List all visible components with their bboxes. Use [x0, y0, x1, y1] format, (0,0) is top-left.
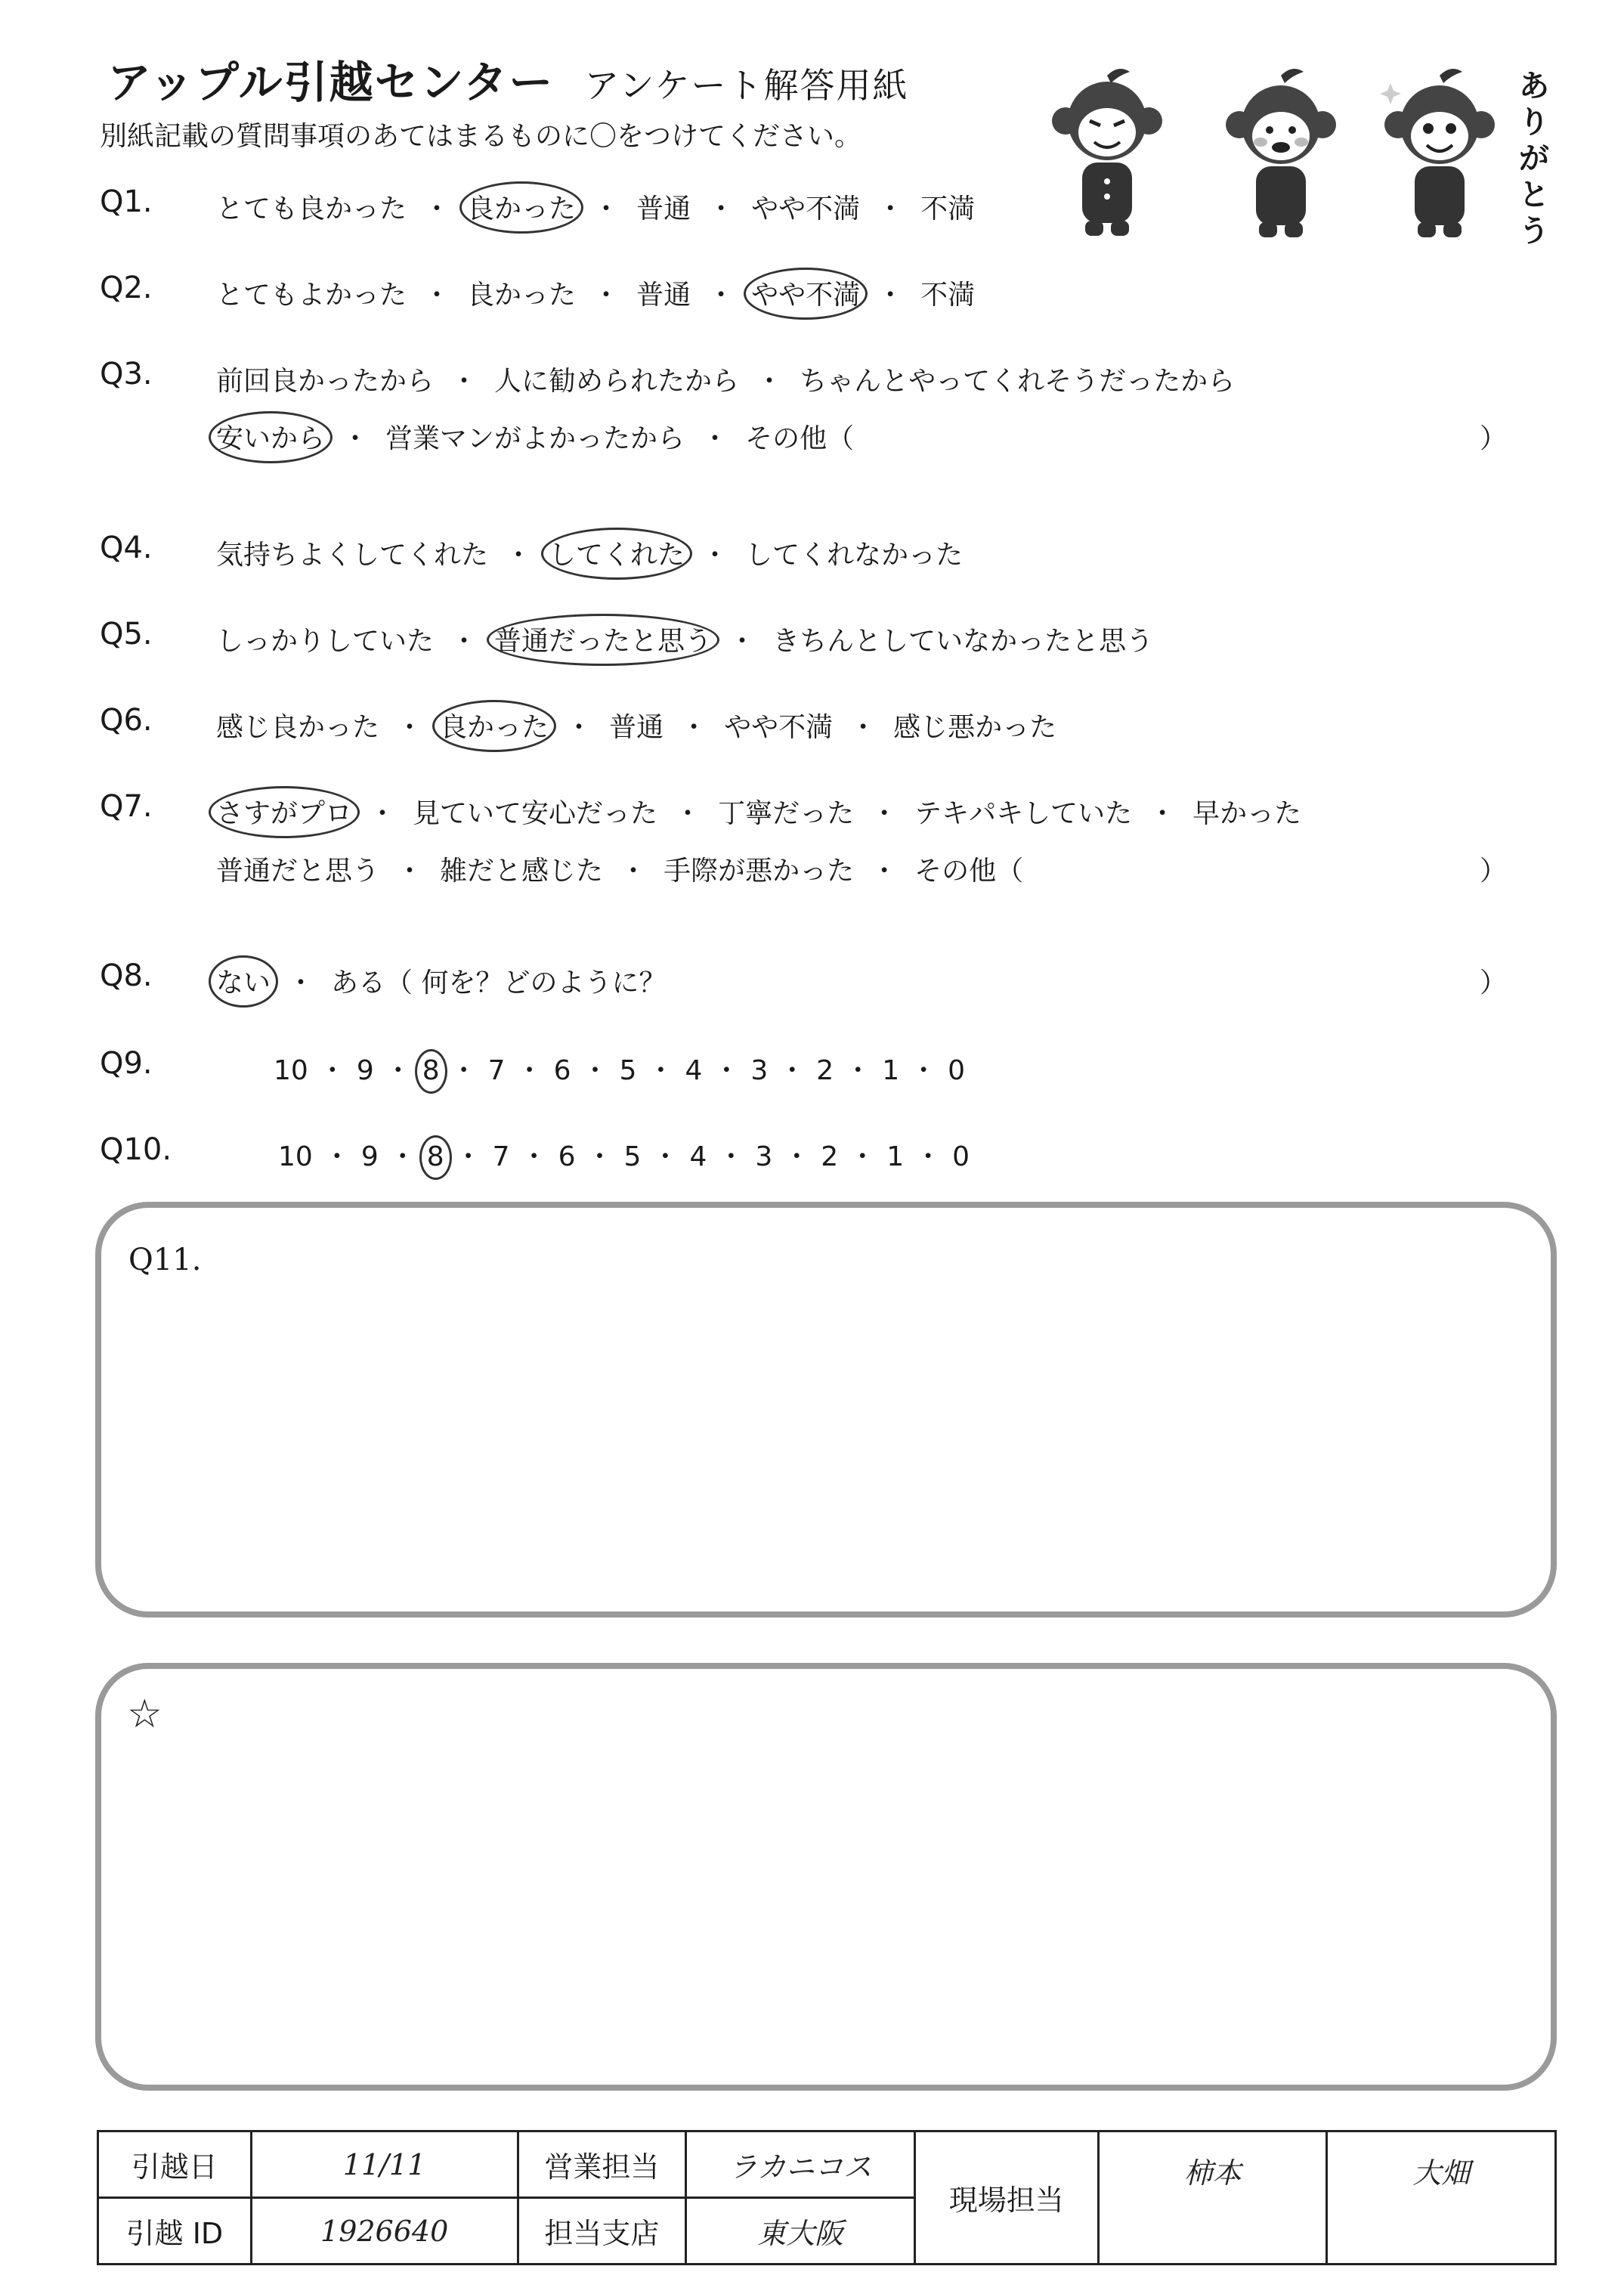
answer-option[interactable]: その他（ [745, 423, 855, 454]
answer-option[interactable]: 良かった [467, 280, 577, 311]
branch-value: 東大阪 [686, 2198, 915, 2265]
separator: ・ [423, 193, 451, 224]
question-number: Q1. [100, 184, 153, 219]
monkey-mascot-icon [1035, 60, 1179, 249]
answer-option[interactable]: 早かった [1192, 798, 1302, 829]
separator: ・ [450, 366, 478, 397]
answer-option[interactable]: 6 [553, 1055, 571, 1086]
answer-option-selected[interactable]: 良かった [467, 187, 576, 226]
answer-option[interactable]: やや不満 [724, 712, 834, 743]
separator: ・ [592, 280, 620, 311]
monkey-mascot-icon [1209, 60, 1353, 249]
separator: ・ [396, 856, 424, 887]
q11-label: Q11. [128, 1243, 202, 1277]
answer-option-selected[interactable]: やや不満 [751, 274, 860, 312]
answer-options-row [216, 850, 1023, 888]
answer-option[interactable]: 10 [274, 1055, 308, 1086]
separator: ・ [713, 1055, 741, 1086]
sales-value: ラカニコス [686, 2131, 915, 2198]
separator: ・ [701, 540, 729, 571]
answer-option[interactable]: 0 [952, 1141, 970, 1172]
question-number: Q10. [100, 1132, 172, 1167]
answer-option[interactable]: 不満 [920, 280, 976, 311]
hand-drawn-circle-icon [541, 528, 692, 580]
answer-option[interactable]: その他（ [914, 856, 1024, 887]
move-id-label: 引越 ID [98, 2198, 252, 2265]
footer-info-table [97, 2130, 1557, 2265]
separator: ・ [914, 1141, 942, 1172]
answer-option[interactable]: 見ていて安心だった [413, 798, 658, 829]
answer-options-row [216, 360, 1235, 398]
separator: ・ [620, 856, 648, 887]
answer-option[interactable]: ちゃんとやってくれそうだったから [800, 366, 1236, 397]
sales-label: 営業担当 [518, 2131, 686, 2198]
answer-option[interactable]: 4 [685, 1055, 703, 1086]
separator: ・ [592, 193, 620, 224]
answer-option[interactable]: 感じ悪かった [893, 712, 1057, 743]
separator: ・ [849, 1141, 877, 1172]
answer-option[interactable]: 丁寧だった [718, 798, 855, 829]
separator: ・ [318, 1055, 346, 1086]
separator: ・ [388, 1141, 416, 1172]
separator: ・ [423, 280, 451, 311]
answer-option[interactable]: 前回良かったから [216, 366, 435, 397]
separator: ・ [520, 1141, 548, 1172]
answer-option-selected[interactable]: ない [216, 961, 271, 1000]
answer-option[interactable]: 営業マンがよかったから [385, 423, 685, 454]
instruction-text: 別紙記載の質問事項のあてはまるものに〇をつけてください。 [100, 121, 862, 152]
separator: ・ [849, 712, 877, 743]
answer-option[interactable]: きちんとしていなかったと思う [772, 626, 1154, 657]
answer-option[interactable]: 10 [278, 1141, 313, 1172]
company-name: アップル引越センター [107, 57, 555, 108]
answer-option[interactable]: 5 [623, 1141, 642, 1172]
branch-label: 担当支店 [518, 2198, 686, 2265]
answer-options-row [216, 620, 1153, 658]
answer-option[interactable]: テキパキしていた [914, 798, 1133, 829]
answer-option[interactable]: 9 [360, 1141, 379, 1172]
answer-option[interactable]: 0 [948, 1055, 966, 1086]
separator: ・ [396, 712, 424, 743]
answer-option[interactable]: 1 [882, 1055, 900, 1086]
star-label: ☆ [127, 1692, 162, 1737]
separator: ・ [756, 366, 784, 397]
answer-option[interactable]: 4 [689, 1141, 707, 1172]
hand-drawn-circle-icon [432, 700, 556, 752]
separator: ・ [701, 423, 729, 454]
hand-drawn-circle-icon [209, 411, 333, 463]
answer-options-row [278, 1135, 970, 1174]
answer-options-row [216, 792, 1301, 831]
answer-options-row [216, 417, 854, 456]
answer-option[interactable]: 手際が悪かった [664, 856, 855, 887]
answer-option[interactable]: 普通 [636, 193, 691, 224]
answer-option[interactable]: とても良かった [216, 193, 407, 224]
answer-options-row [216, 706, 1056, 745]
separator: ・ [450, 626, 478, 657]
hand-drawn-circle-icon [744, 268, 868, 320]
separator: ・ [384, 1055, 412, 1086]
answer-option[interactable]: やや不満 [751, 193, 861, 224]
answer-option[interactable]: 普通 [636, 280, 691, 311]
separator: ・ [910, 1055, 938, 1086]
answer-option[interactable]: 7 [492, 1141, 510, 1172]
monkey-mascot-icon [1368, 60, 1511, 249]
star-comment-box[interactable] [95, 1663, 1557, 2091]
answer-option-selected[interactable]: 普通だったと思う [494, 620, 712, 658]
separator: ・ [369, 798, 397, 829]
separator: ・ [707, 193, 735, 224]
separator: ・ [674, 798, 702, 829]
answer-option[interactable]: 普通 [609, 712, 664, 743]
separator: ・ [565, 712, 593, 743]
question-number: Q8. [100, 958, 153, 993]
separator: ・ [323, 1141, 351, 1172]
answer-option-selected[interactable]: 安いから [216, 417, 325, 456]
answer-option[interactable]: 7 [487, 1055, 506, 1086]
closing-paren: ） [1480, 423, 1508, 454]
hand-drawn-circle-icon [415, 1049, 447, 1094]
answer-option[interactable]: 普通だと思う [216, 856, 380, 887]
q11-comment-box[interactable] [95, 1202, 1557, 1618]
question-number: Q2. [100, 271, 153, 305]
answer-option[interactable]: 5 [619, 1055, 637, 1086]
hand-drawn-circle-icon [209, 955, 278, 1008]
answer-option-selected[interactable]: 8 [422, 1055, 440, 1086]
separator: ・ [844, 1055, 872, 1086]
answer-option[interactable]: しっかりしていた [216, 626, 435, 657]
separator: ・ [871, 798, 899, 829]
answer-option-selected[interactable]: 良かった [440, 706, 549, 745]
separator: ・ [651, 1141, 679, 1172]
answer-option[interactable]: してくれなかった [745, 540, 964, 571]
hand-drawn-circle-icon [419, 1135, 452, 1180]
answer-option-selected[interactable]: してくれた [549, 534, 685, 572]
hand-drawn-circle-icon [487, 614, 719, 666]
site-label: 現場担当 [914, 2131, 1098, 2265]
answer-option[interactable]: ある（ 何を？どのように？ [331, 967, 667, 998]
separator: ・ [581, 1055, 609, 1086]
closing-paren: ） [1480, 967, 1508, 998]
separator: ・ [728, 626, 756, 657]
separator: ・ [342, 423, 370, 454]
hand-drawn-circle-icon [459, 181, 583, 234]
separator: ・ [515, 1055, 543, 1086]
answer-option[interactable]: 3 [750, 1055, 769, 1086]
answer-option-selected[interactable]: 8 [427, 1141, 444, 1172]
answer-option[interactable]: 9 [356, 1055, 374, 1086]
answer-option[interactable]: 人に勧められたから [494, 366, 740, 397]
answer-option[interactable]: 1 [886, 1141, 905, 1172]
answer-option[interactable]: とてもよかった [216, 280, 407, 311]
answer-options-row [216, 187, 975, 226]
answer-option[interactable]: 3 [755, 1141, 773, 1172]
answer-option[interactable]: 6 [558, 1141, 576, 1172]
separator: ・ [1149, 798, 1177, 829]
separator: ・ [783, 1141, 811, 1172]
closing-paren: ） [1480, 856, 1508, 887]
hand-drawn-circle-icon [209, 786, 360, 838]
separator: ・ [450, 1055, 478, 1086]
move-id-value: 1926640 [251, 2198, 518, 2265]
form-title: アンケート解答用紙 [584, 65, 909, 106]
answer-option[interactable]: 2 [821, 1141, 839, 1172]
separator: ・ [680, 712, 708, 743]
separator: ・ [877, 193, 905, 224]
answer-options-row [216, 534, 963, 572]
move-date-value: 11/11 [251, 2131, 518, 2198]
question-number: Q5. [100, 617, 153, 652]
answer-option-selected[interactable]: さすがプロ [216, 792, 352, 831]
separator: ・ [586, 1141, 614, 1172]
page-title [107, 47, 909, 110]
move-date-label: 引越日 [98, 2131, 252, 2198]
answer-options-row [274, 1049, 965, 1088]
answer-option[interactable]: 不満 [920, 193, 976, 224]
question-number: Q9. [100, 1046, 153, 1081]
answer-option[interactable]: 気持ちよくしてくれた [216, 540, 489, 571]
separator: ・ [778, 1055, 806, 1086]
answer-option[interactable]: 2 [816, 1055, 834, 1086]
separator: ・ [877, 280, 905, 311]
question-number: Q6. [100, 703, 153, 738]
separator: ・ [287, 967, 315, 998]
separator: ・ [454, 1141, 482, 1172]
site-staff-1: 柿本 [1098, 2131, 1327, 2265]
thanks-text: ありがとう [1519, 69, 1549, 249]
question-number: Q3. [100, 357, 153, 392]
answer-options-row [216, 274, 975, 312]
answer-option[interactable]: 感じ良かった [216, 712, 380, 743]
separator: ・ [647, 1055, 675, 1086]
separator: ・ [717, 1141, 745, 1172]
separator: ・ [707, 280, 735, 311]
separator: ・ [871, 856, 899, 887]
answer-options-row [216, 961, 666, 1000]
site-staff-2: 大畑 [1327, 2131, 1556, 2265]
question-number: Q7. [100, 789, 153, 824]
question-number: Q4. [100, 531, 153, 565]
answer-option[interactable]: 雑だと感じた [440, 856, 604, 887]
separator: ・ [505, 540, 533, 571]
